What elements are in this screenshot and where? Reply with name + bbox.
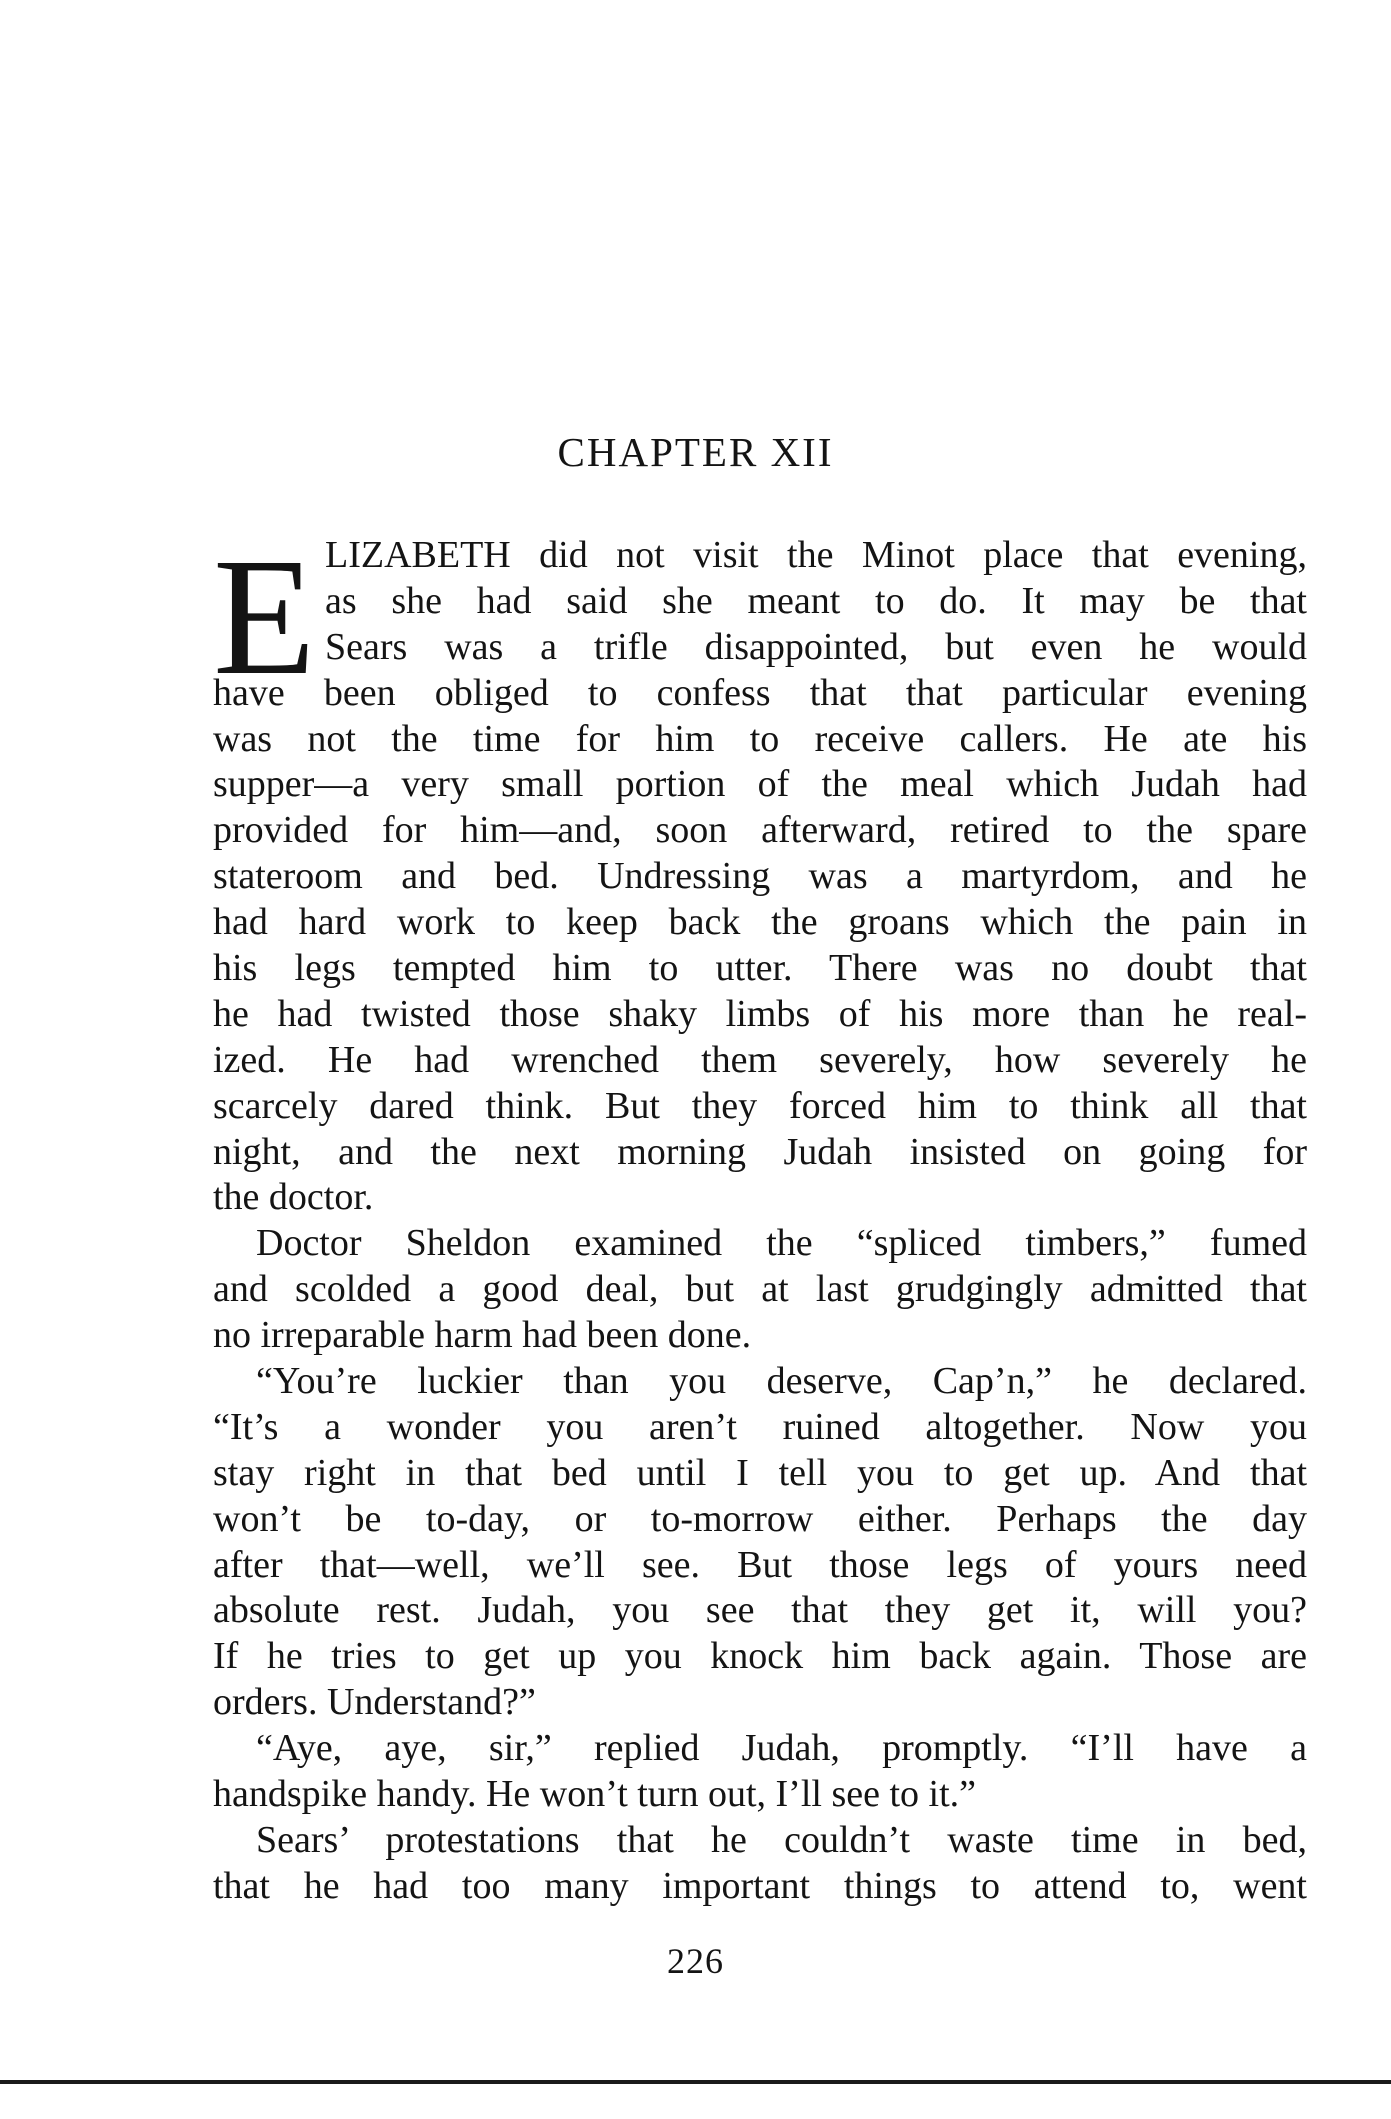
text-line: stay right in that bed until I tell you to get up. And that: [213, 1451, 1307, 1494]
text-line: scarcely dared think. But they forced him to think all that: [213, 1084, 1307, 1127]
text-line: “Aye, aye, sir,” replied Judah, promptly. “I’ll have a: [256, 1727, 1307, 1770]
body-text: [213, 524, 1307, 1910]
text-line: stateroom and bed. Undressing was a martyrdom, and he: [213, 855, 1307, 898]
text-line: “It’s a wonder you aren’t ruined altogether. Now you: [213, 1405, 1307, 1448]
text-line: no irreparable harm had been done.: [213, 1314, 752, 1357]
text-line: won’t be to-day, or to-morrow either. Perhaps the day: [213, 1497, 1307, 1540]
text-line: handspike handy. He won’t turn out, I’ll see to it.”: [213, 1773, 977, 1816]
text-line: his legs tempted him to utter. There was no doubt that: [213, 947, 1307, 990]
text-line: If he tries to get up you knock him back again. Those are: [213, 1635, 1307, 1678]
text-line: as she had said she meant to do. It may be that: [325, 579, 1307, 622]
bottom-rule: [0, 2080, 1391, 2084]
page-number: 226: [667, 1941, 724, 1981]
text-line: have been obliged to confess that that particular evening: [213, 671, 1307, 714]
text-line: was not the time for him to receive callers. He ate his: [213, 717, 1307, 760]
text-line: provided for him—and, soon afterward, retired to the spare: [213, 809, 1307, 852]
drop-cap: E: [213, 524, 316, 710]
text-line: “You’re luckier than you deserve, Cap’n,” he declared.: [256, 1360, 1307, 1403]
paragraph: [213, 1359, 1307, 1726]
text-line: absolute rest. Judah, you see that they get it, will you?: [213, 1589, 1307, 1632]
text-line: he had twisted those shaky limbs of his more than he real-: [213, 992, 1307, 1035]
text-line: had hard work to keep back the groans which the pain in: [213, 901, 1307, 944]
text-line: supper—a very small portion of the meal which Judah had: [213, 763, 1307, 806]
text-line: night, and the next morning Judah insisted on going for: [213, 1130, 1307, 1173]
text-line: Sears was a trifle disappointed, but even he would: [325, 625, 1307, 668]
text-line: the doctor.: [213, 1176, 374, 1219]
text-line: orders. Understand?”: [213, 1681, 536, 1724]
text-line: ized. He had wrenched them severely, how severely he: [213, 1038, 1307, 1081]
text-line: Doctor Sheldon examined the “spliced timbers,” fumed: [256, 1222, 1307, 1265]
paragraph: [213, 1221, 1307, 1359]
text-line: Sears’ protestations that he couldn’t waste time in bed,: [256, 1818, 1307, 1861]
paragraph: [213, 1818, 1307, 1910]
text-line: LIZABETH did not visit the Minot place that evening,: [325, 534, 1307, 576]
text-line: after that—well, we’ll see. But those legs of yours need: [213, 1543, 1307, 1586]
text-line: and scolded a good deal, but at last grudgingly admitted that: [213, 1268, 1307, 1311]
paragraph: [213, 524, 1307, 1221]
paragraph: [213, 1726, 1307, 1818]
text-line: that he had too many important things to attend to, went: [213, 1864, 1307, 1907]
chapter-heading: CHAPTER XII: [557, 429, 834, 475]
